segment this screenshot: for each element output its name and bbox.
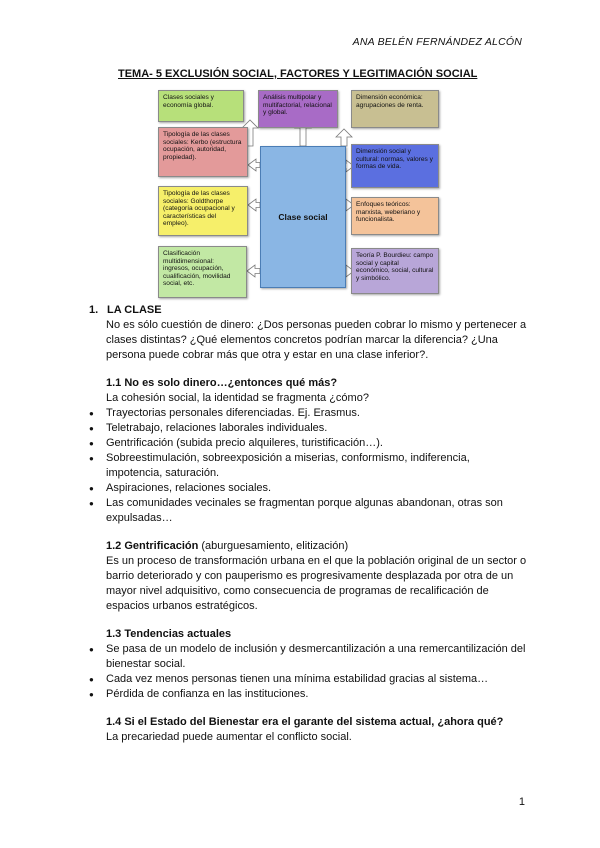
diagram-box-text: Dimensión económica: agrupaciones de renta. (356, 94, 424, 109)
diagram-box-clasificacion-multidimensional (158, 246, 247, 298)
diagram-box-text: Análisis multipolar y multifactorial, relacional y global. (263, 94, 332, 117)
section-1-1-list (89, 406, 529, 526)
diagram-box-analisis-multipolar (258, 90, 338, 128)
section-1-4-text: La precariedad puede aumentar el conflicto social. (106, 731, 352, 743)
list-item: ● Teletrabajo, relaciones laborales individuales. (89, 421, 529, 436)
diagram-box-enfoques-teoricos (351, 197, 439, 235)
diagram-box-text: Clasificación multidimensional: ingresos, ocupación, cualificación, movilidad social, etc. (163, 250, 231, 288)
diagram-box-text: Dimensión social y cultural: normas, valores y formas de vida. (356, 148, 433, 171)
section-1-3-list (89, 642, 529, 702)
diagram-box-dimension-social-cultural (351, 144, 439, 188)
section-number: 1. (89, 304, 99, 316)
arrow-left-3 (247, 265, 260, 277)
list-item: ● Cada vez menos personas tienen una mínima estabilidad gracias al sistema… (89, 672, 529, 687)
list-item: ● Sobreestimulación, sobreexposición a miserias, conformismo, indiferencia, impotencia, saturación. (89, 451, 529, 481)
section-1-3-heading: 1.3 Tendencias actuales (106, 628, 232, 640)
diagram-center-clase-social (260, 146, 346, 288)
section-1-1-heading: 1.1 No es solo dinero…¿entonces qué más? (106, 377, 338, 389)
diagram-box-text: Teoría P. Bourdieu: campo social y capital económico, social, cultural y simbólico. (356, 252, 434, 282)
section-1-4-heading: 1.4 Si el Estado del Bienestar era el garante del sistema actual, ¿ahora qué? (106, 716, 504, 728)
list-item: ● Pérdida de confianza en las instituciones. (89, 687, 529, 702)
arrow-up-right (336, 129, 352, 146)
diagram-box-tipologia-kerbo (158, 127, 248, 177)
diagram-box-text: Tipología de las clases sociales: Goldthorpe (categoría ocupacional y características del empleo). (163, 190, 235, 228)
author-header: ANA BELÉN FERNÁNDEZ ALCÓN (352, 36, 522, 48)
diagram-box-teoria-bourdieu (351, 248, 439, 294)
list-item: ● Aspiraciones, relaciones sociales. (89, 481, 529, 496)
section-1-2-note: (aburguesamiento, elitización) (201, 540, 349, 552)
list-item: ● Gentrificación (subida precio alquileres, turistificación…). (89, 436, 529, 451)
document-title: TEMA- 5 EXCLUSIÓN SOCIAL, FACTORES Y LEGITIMACIÓN SOCIAL (118, 68, 478, 80)
section-1-1-intro: La cohesión social, la identidad se fragmenta ¿cómo? (106, 392, 369, 404)
diagram-center-label: Clase social (278, 212, 328, 222)
section-1-2-title: 1.2 Gentrificación (106, 540, 199, 552)
page-number: 1 (518, 796, 525, 808)
list-item: ● Trayectorias personales diferenciadas. Ej. Erasmus. (89, 406, 529, 421)
diagram-box-text: Tipología de las clases sociales: Kerbo (estructura ocupación, autoridad, propiedad). (163, 131, 242, 161)
section-title: LA CLASE (107, 304, 162, 316)
concept-diagram (155, 88, 445, 300)
section-1-2-heading (106, 539, 529, 554)
list-item: ● Las comunidades vecinales se fragmentan porque algunas abandonan, otras son expulsadas… (89, 496, 529, 526)
diagram-box-text: Enfoques teóricos: marxista, weberiano y funcionalista. (356, 201, 421, 224)
diagram-box-text: Clases sociales y economía global. (163, 94, 214, 109)
section-1-2-text: Es un proceso de transformación urbana en el que la población original de un sector o barrio deteriorado y con pauperismo es progresivamente desplazada por otra de un mayor nivel adquisitivo, como consecuencia de programas de recalificación de espacios urbanos estratégicos. (106, 555, 527, 612)
arrow-left-2 (248, 199, 260, 211)
diagram-box-dimension-economica (351, 90, 439, 128)
section-1-heading (89, 303, 529, 318)
document-body (89, 303, 529, 745)
list-item: ● Se pasa de un modelo de inclusión y desmercantilización a una remercantilización del bienestar social. (89, 642, 529, 672)
section-1-intro: No es sólo cuestión de dinero: ¿Dos personas pueden cobrar lo mismo y pertenecer a clases distintas? ¿Qué elementos concretos podrían marcar la diferencia? ¿Una persona puede cobrar más que otra y estar en una clase inferior?. (106, 319, 527, 361)
arrow-left-1 (248, 159, 260, 171)
diagram-box-tipologia-goldthorpe (158, 186, 248, 236)
diagram-box-clases-economia-global (158, 90, 244, 122)
